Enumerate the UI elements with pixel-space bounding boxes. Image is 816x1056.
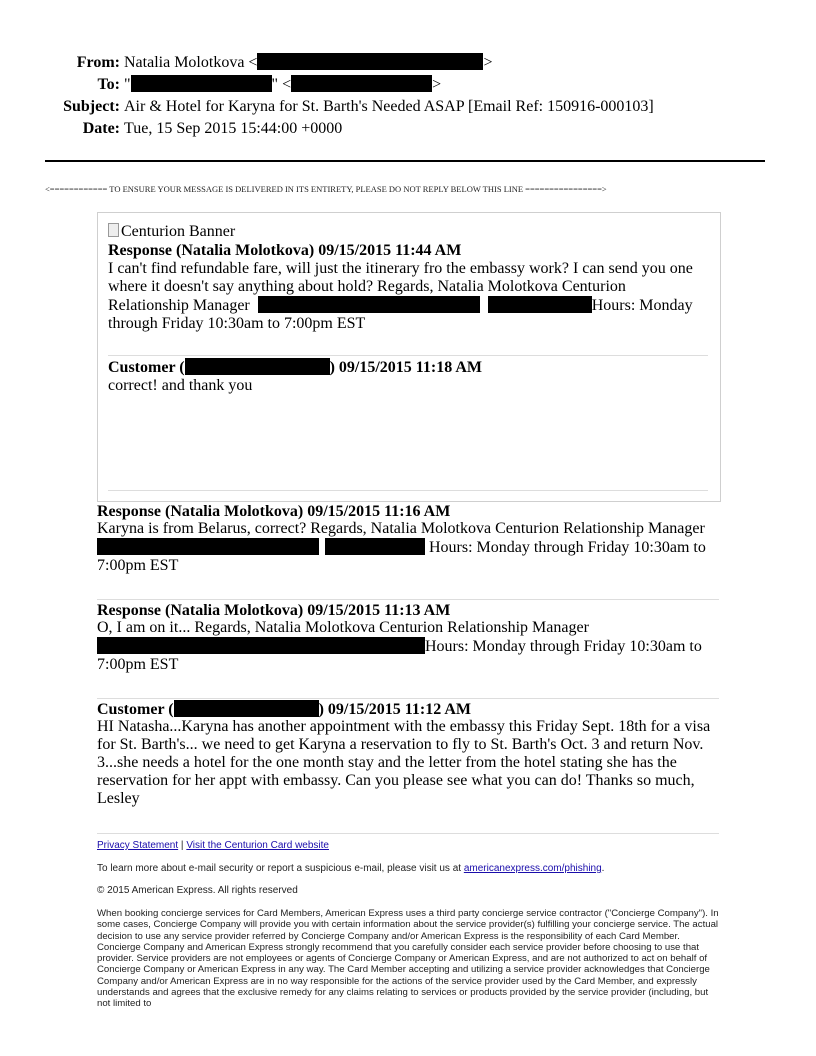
redacted-block xyxy=(488,296,592,313)
redacted-block xyxy=(131,75,272,92)
date-label: Date: xyxy=(82,120,120,137)
banner-alt-text: Centurion Banner xyxy=(121,223,236,240)
from-close: > xyxy=(483,54,493,71)
message-header: Customer ( ) 09/15/2015 11:18 AM xyxy=(108,359,483,376)
redacted-block xyxy=(97,538,319,555)
centurion-website-link[interactable]: Visit the Centurion Card website xyxy=(186,840,329,851)
date-row xyxy=(0,118,816,140)
footer-links: Privacy Statement | Visit the Centurion Card website xyxy=(97,840,329,851)
message-header: Response (Natalia Molotkova) 09/15/2015 11:16 AM xyxy=(97,503,451,520)
copyright-text: © 2015 American Express. All rights reserved xyxy=(97,885,298,896)
redacted-block xyxy=(174,700,319,717)
to-label: To: xyxy=(97,76,120,93)
redacted-block xyxy=(97,637,319,654)
redacted-block xyxy=(291,75,432,92)
broken-image-icon xyxy=(108,223,119,237)
redacted-block xyxy=(319,637,425,654)
from-name: Natalia Molotkova < xyxy=(124,54,258,71)
message-body: Karyna is from Belarus, correct? Regards, Natalia Molotkova Centurion Relationship Manager Hours: Monday through Friday 10:30am to 7:00pm EST xyxy=(97,520,706,574)
reply-notice: <============ TO ENSURE YOUR MESSAGE IS DELIVERED IN ITS ENTIRETY, PLEASE DO NOT REPLY BELOW THIS LINE ================> xyxy=(45,184,607,194)
security-notice: To learn more about e-mail security or report a suspicious e-mail, please visit us at americanexpress.com/phishing. xyxy=(97,863,605,874)
message-body: I can't find refundable fare, will just the itinerary fro the embassy work? I can send you one where it doesn't say anything about hold? Regards, Natalia Molotkova Centurion Relationship Manager Hours: Monday through Friday 10:30am to 7:00pm EST xyxy=(108,260,693,332)
to-close: > xyxy=(432,76,442,93)
redacted-block xyxy=(185,358,330,375)
redacted-block xyxy=(257,53,483,70)
phishing-link[interactable]: americanexpress.com/phishing xyxy=(463,863,602,874)
message-separator xyxy=(108,355,708,356)
message-separator xyxy=(108,490,708,491)
subject-row xyxy=(0,96,816,118)
message-header: Response (Natalia Molotkova) 09/15/2015 11:13 AM xyxy=(97,602,451,619)
to-open: " xyxy=(124,76,131,93)
from-row xyxy=(0,52,816,74)
message-body: O, I am on it... Regards, Natalia Molotkova Centurion Relationship Manager Hours: Monday through Friday 10:30am to 7:00pm EST xyxy=(97,619,702,673)
legal-disclaimer: When booking concierge services for Card Members, American Express uses a third party concierge service contractor ("Concierge Company"). In some cases, Concierge Company will provide you with certain information about the service provider(s) fulfilling your concierge service. The actual decision to use any service provider referred by Concierge Company and/or American Express is the responsibility of each Card Member. Concierge Company and American Express strongly recommend that you carefully consider each service provider before choosing to use that provider. Service providers are not employees or agents of Concierge Company or American Express, and are not authorized to act on behalf of Concierge Company or American Express in any way. The Card Member accepting and utilizing a service provider acknowledges that Concierge Company and/or American Express are in no way responsible for the actions of the service provider used by the Card Member, and expressly understands and agrees that the exclusive remedy for any claims relating to services or products provided by the service provider (including, but not limited to xyxy=(97,908,719,1010)
subject-text: Air & Hotel for Karyna for St. Barth's Needed ASAP [Email Ref: 150916-000103] xyxy=(124,98,654,115)
header-divider xyxy=(45,160,765,162)
from-label: From: xyxy=(76,54,120,71)
message-body: correct! and thank you xyxy=(108,377,253,394)
message-body: HI Natasha...Karyna has another appointment with the embassy this Friday Sept. 18th for a visa for St. Barth's... we need to get Karyna a reservation to fly to St. Barth's Oct. 3 and return Nov. 3...she needs a hotel for the one month stay and the letter from the hotel stating she has the reservation for her appt with embassy. Can you please see what you can do! Thanks so much, Lesley xyxy=(97,718,711,807)
message-separator xyxy=(97,599,719,600)
privacy-statement-link[interactable]: Privacy Statement xyxy=(97,840,179,851)
date-text: Tue, 15 Sep 2015 15:44:00 +0000 xyxy=(124,120,343,137)
centurion-banner-image xyxy=(108,222,235,242)
subject-label: Subject: xyxy=(63,98,120,115)
message-header: Customer ( ) 09/15/2015 11:12 AM xyxy=(97,701,472,718)
to-mid: " < xyxy=(271,76,292,93)
message-header: Response (Natalia Molotkova) 09/15/2015 11:44 AM xyxy=(108,242,462,259)
redacted-block xyxy=(325,538,425,555)
message-separator xyxy=(97,698,719,699)
redacted-block xyxy=(258,296,480,313)
footer-separator xyxy=(97,833,719,834)
to-row xyxy=(0,74,816,96)
